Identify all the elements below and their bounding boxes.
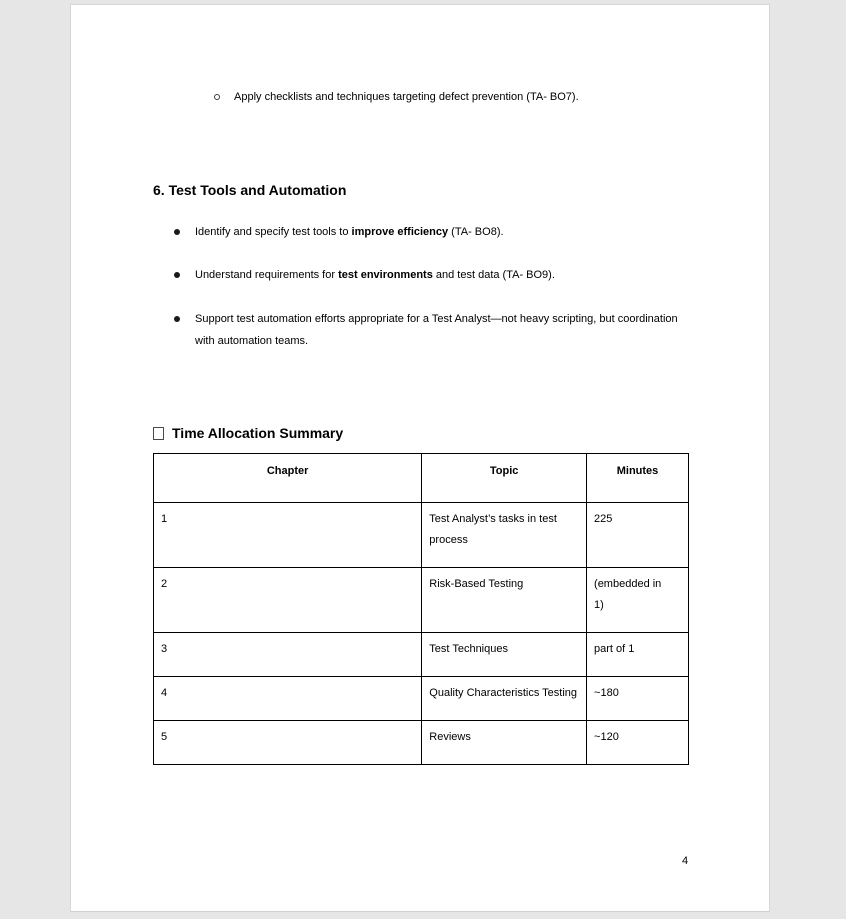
- text-segment: Apply checklists and techniques targeting defect prevention (TA- BO7).: [234, 91, 579, 103]
- document-page: [70, 4, 770, 912]
- table-cell-topic: Quality Characteristics Testing: [422, 677, 587, 721]
- table-cell-topic: Risk-Based Testing: [422, 568, 587, 633]
- table-cell-minutes: ~180: [587, 677, 689, 721]
- missing-glyph-box-icon: [153, 427, 164, 440]
- table-row: [154, 633, 689, 677]
- sub-bullet-text: [234, 86, 579, 108]
- table-row: [154, 721, 689, 765]
- table-cell-chapter: 3: [154, 633, 422, 677]
- table-row: [154, 677, 689, 721]
- section-heading: 6. Test Tools and Automation: [153, 182, 347, 198]
- page-number: 4: [682, 855, 689, 867]
- text-segment: Understand requirements for: [195, 269, 339, 281]
- text-segment: (TA- BO8).: [448, 226, 504, 238]
- summary-heading: [153, 424, 343, 442]
- text-segment: Identify and specify test tools to: [195, 226, 352, 238]
- table-row: [154, 568, 689, 633]
- bullet-disc-icon: [174, 316, 180, 322]
- text-segment: Support test automation efforts appropriate for a Test Analyst—not heavy scripting, but coordination with automation teams.: [195, 313, 678, 347]
- bold-text-segment: improve efficiency: [351, 226, 449, 238]
- hollow-circle-bullet-icon: [214, 94, 220, 100]
- table-row: [154, 503, 689, 568]
- summary-heading-text: Time Allocation Summary: [172, 425, 344, 441]
- bullet-disc-icon: [174, 272, 180, 278]
- table-cell-minutes: ~120: [587, 721, 689, 765]
- time-allocation-table: [153, 453, 689, 765]
- table-header-cell: Chapter: [154, 454, 422, 503]
- table-cell-topic: Test Techniques: [422, 633, 587, 677]
- bullet-disc-icon: [174, 229, 180, 235]
- text-segment: and test data (TA- BO9).: [432, 269, 555, 281]
- table-header-cell: Minutes: [587, 454, 689, 503]
- sub-bullet-item: [214, 86, 579, 108]
- table-cell-chapter: 2: [154, 568, 422, 633]
- table-cell-topic: Test Analyst’s tasks in test process: [422, 503, 587, 568]
- bold-text-segment: test environments: [338, 269, 433, 281]
- table-cell-chapter: 4: [154, 677, 422, 721]
- bullet-item: [174, 308, 692, 352]
- table-cell-chapter: 5: [154, 721, 422, 765]
- bullet-item: [174, 221, 692, 243]
- bullet-item: [174, 264, 692, 286]
- bullet-text: [195, 221, 692, 243]
- table-cell-topic: Reviews: [422, 721, 587, 765]
- bullet-text: [195, 308, 692, 352]
- table-header-cell: Topic: [422, 454, 587, 503]
- table-cell-minutes: part of 1: [587, 633, 689, 677]
- table-cell-minutes: (embedded in 1): [587, 568, 689, 633]
- table-cell-chapter: 1: [154, 503, 422, 568]
- table-cell-minutes: 225: [587, 503, 689, 568]
- table-header-row: [154, 454, 689, 503]
- bullet-text: [195, 264, 692, 286]
